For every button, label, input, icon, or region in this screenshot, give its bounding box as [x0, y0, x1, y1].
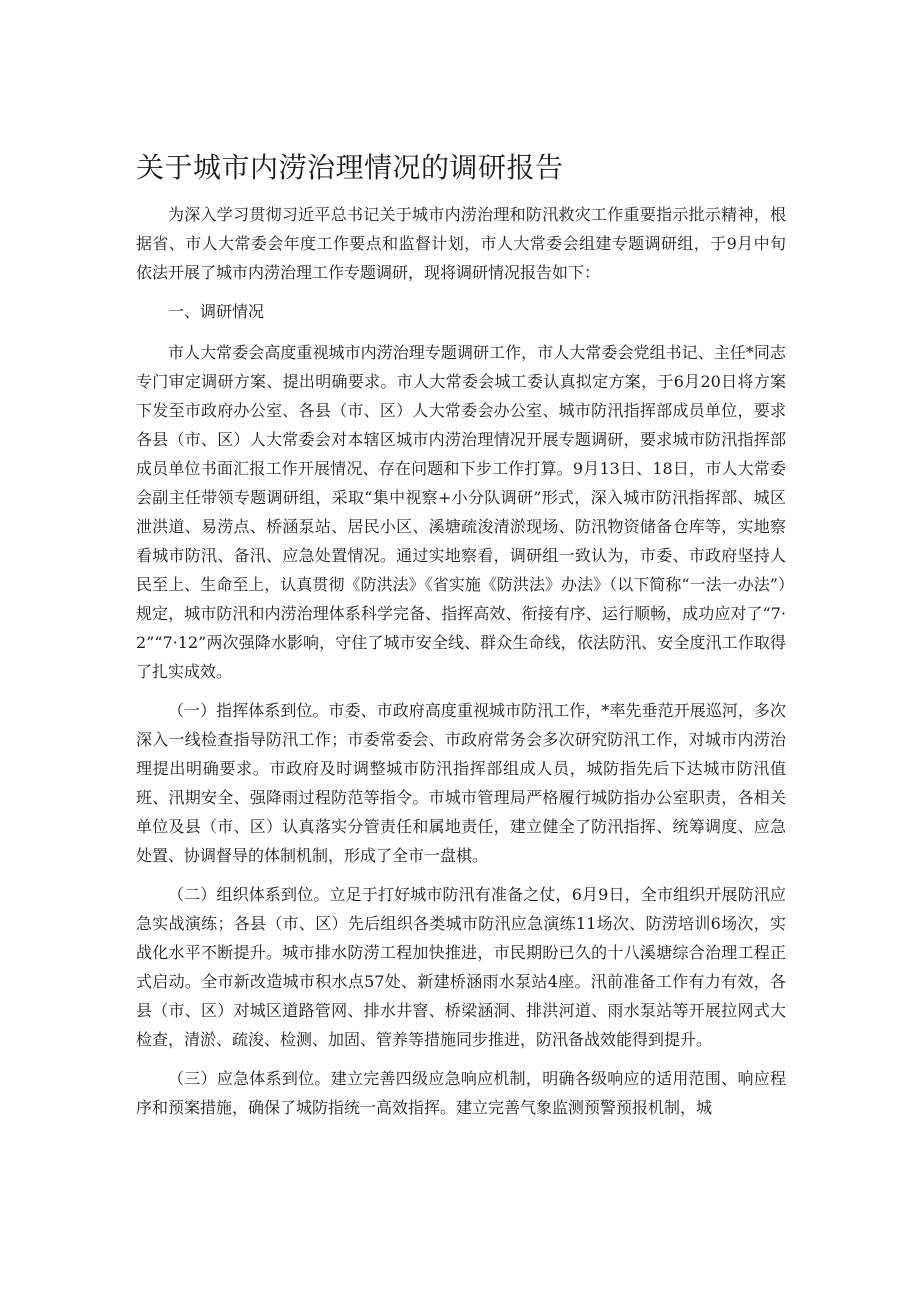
command-system-paragraph: （一）指挥体系到位。市委、市政府高度重视城市防汛工作，*率先垂范开展巡河，多次深入一线检查指导防汛工作；市委常委会、市政府常务会多次研究防汛工作，对城市内涝治理提出明确要求。市政府及时调整城市防汛指挥部组成人员，城防指先后下达城市防汛值班、汛期安全、强降雨过程防范等指令。市城市管理局严格履行城防指办公室职责，各相关单位及县（市、区）认真落实分管责任和属地责任，建立健全了防汛指挥、统筹调度、应急处置、协调督导的体制机制，形成了全市一盘棋。 [136, 701, 786, 865]
survey-overview-paragraph: 市人大常委会高度重视城市内涝治理专题调研工作，市人大常委会党组书记、主任*同志专门审定调研方案、提出明确要求。市人大常委会城工委认真拟定方案，于6月20日将方案下发至市政府办公室、各县（市、区）人大常委会办公室、城市防汛指挥部成员单位，要求各县（市、区）人大常委会对本辖区城市内涝治理情况开展专题调研，要求城市防汛指挥部成员单位书面汇报工作开展情况、存在问题和下步工作打算。9月13日、18日，市人大常委会副主任带领专题调研组，采取“集中视察+小分队调研”形式，深入城市防汛指挥部、城区泄洪道、易涝点、桥涵泵站、居民小区、溪塘疏浚清淤现场、防汛物资储备仓库等，实地察看城市防汛、备汛、应急处置情况。通过实地察看，调研组一致认为，市委、市政府坚持人民至上、生命至上，认真贯彻《防洪法》《省实施《防洪法》办法》（以下简称“一法一办法”）规定，城市防汛和内涝治理体系科学完备、指挥高效、衔接有序、运行顺畅，成功应对了“7·2”“7·12”两次强降水影响，守住了城市安全线、群众生命线，依法防汛、安全度汛工作取得了扎实成效。 [136, 343, 786, 681]
document-title: 关于城市内涝治理情况的调研报告 [136, 151, 564, 184]
intro-paragraph: 为深入学习贯彻习近平总书记关于城市内涝治理和防汛救灾工作重要指示批示精神，根据省、市人大常委会年度工作要点和监督计划，市人大常委会组建专题调研组，于9月中旬依法开展了城市内涝治理工作专题调研，现将调研情况报告如下： [136, 205, 786, 282]
section-heading-survey: 一、调研情况 [168, 302, 265, 321]
emergency-system-paragraph: （三）应急体系到位。建立完善四级应急响应机制，明确各级响应的适用范围、响应程序和预案措施，确保了城防指统一高效指挥。建立完善气象监测预警预报机制，城 [136, 1069, 786, 1117]
organization-system-paragraph: （二）组织体系到位。立足于打好城市防汛有准备之仗，6月9日，全市组织开展防汛应急实战演练；各县（市、区）先后组织各类城市防汛应急演练11场次、防涝培训6场次，实战化水平不断提升。城市排水防涝工程加快推进，市民期盼已久的十八溪塘综合治理工程正式启动。全市新改造城市积水点57处、新建桥涵雨水泵站4座。汛前准备工作有力有效，各县（市、区）对城区道路管网、排水井窨、桥梁涵洞、排洪河道、雨水泵站等开展拉网式大检查，清淤、疏浚、检测、加固、管养等措施同步推进，防汛备战效能得到提升。 [136, 885, 786, 1049]
document-body [136, 200, 786, 1132]
